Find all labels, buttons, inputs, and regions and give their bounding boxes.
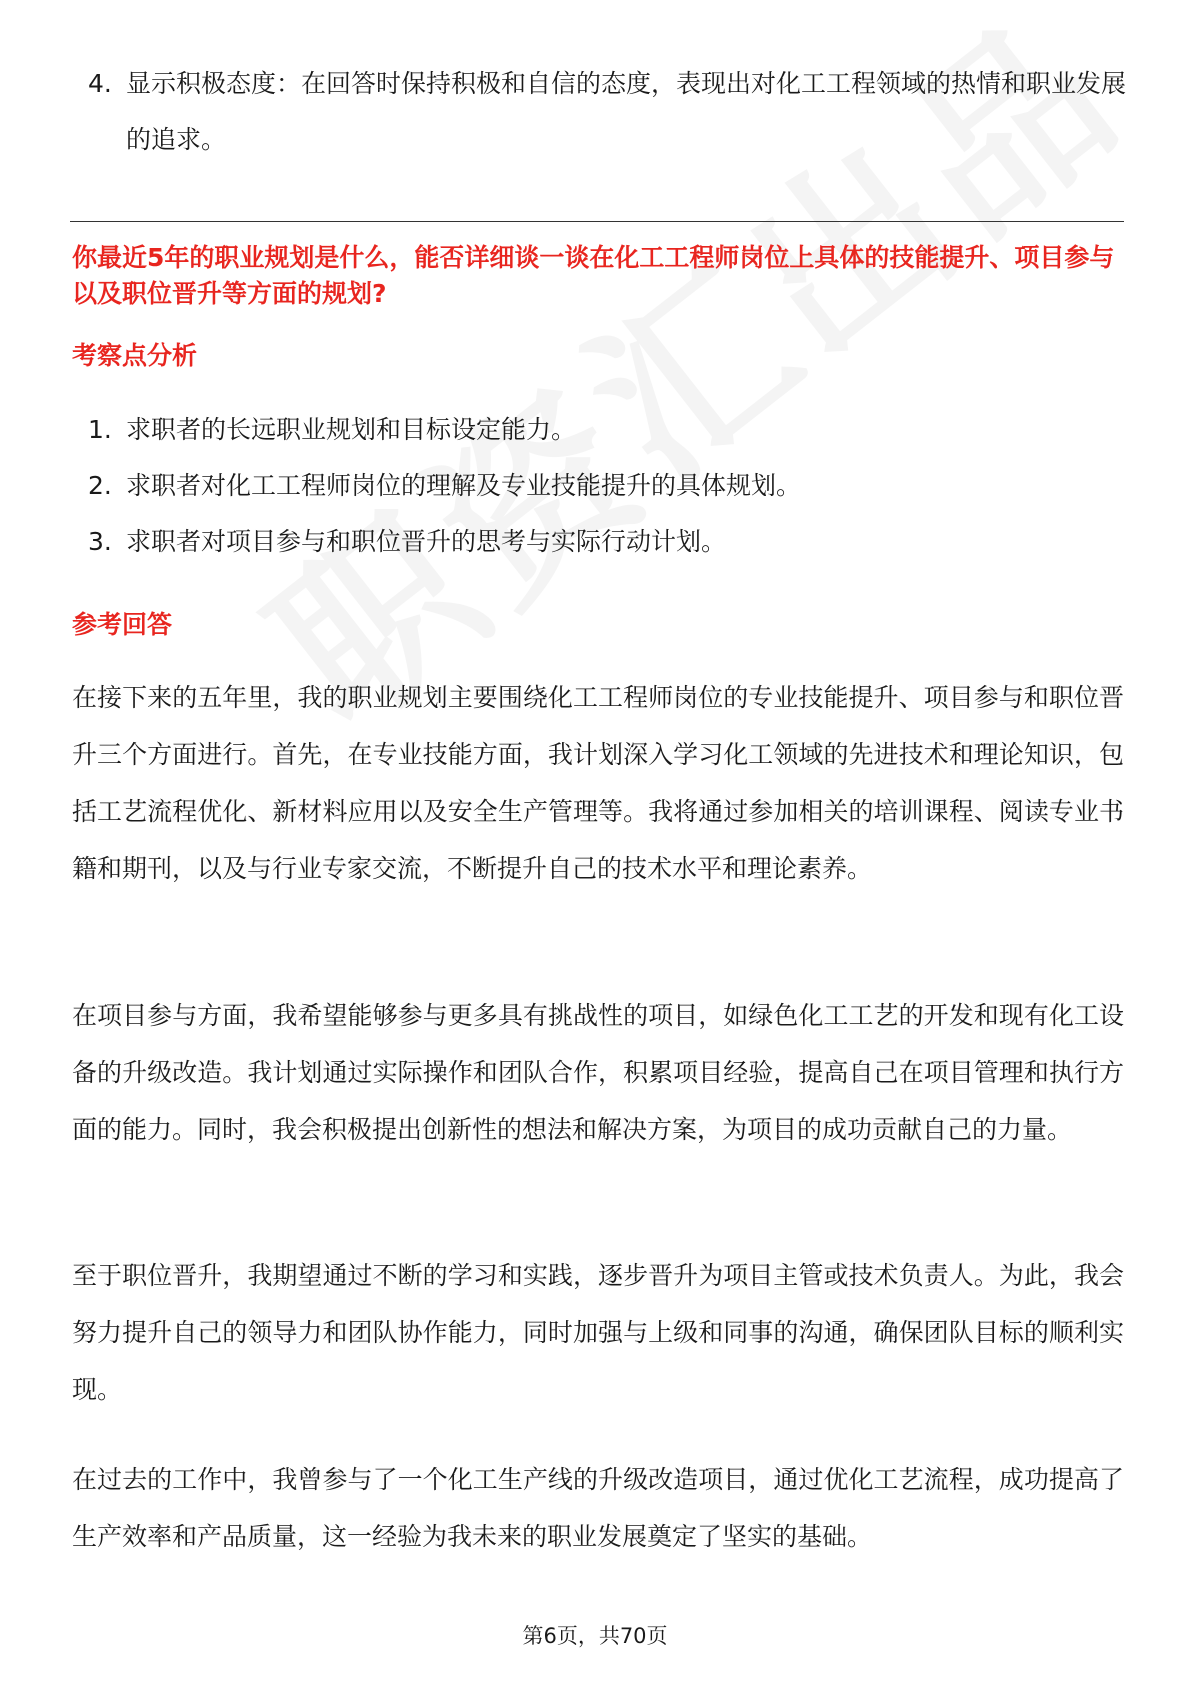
list-item bbox=[88, 514, 1126, 570]
question-heading: 你最近5年的职业规划是什么，能否详细谈一谈在化工工程师岗位上具体的技能提升、项目参与以及职位晋升等方面的规划? bbox=[72, 243, 1115, 308]
list-item bbox=[88, 402, 1126, 458]
list-item bbox=[88, 56, 1126, 168]
list-item bbox=[88, 458, 1126, 514]
analysis-list bbox=[88, 402, 1126, 570]
continued-list bbox=[88, 56, 1126, 168]
answer-paragraph: 在过去的工作中，我曾参与了一个化工生产线的升级改造项目，通过优化工艺流程，成功提高了生产效率和产品质量，这一经验为我未来的职业发展奠定了坚实的基础。 bbox=[72, 1465, 1124, 1551]
page-footer: 第6页，共70页 bbox=[522, 1624, 668, 1648]
list-text: 显示积极态度：在回答时保持积极和自信的态度，表现出对化工工程领域的热情和职业发展的追求。 bbox=[126, 69, 1127, 154]
list-number: 2. bbox=[88, 471, 112, 500]
answer-heading: 参考回答 bbox=[72, 610, 173, 639]
list-number: 1. bbox=[88, 415, 112, 444]
answer-paragraph: 在接下来的五年里，我的职业规划主要围绕化工工程师岗位的专业技能提升、项目参与和职位晋升三个方面进行。首先，在专业技能方面，我计划深入学习化工领域的先进技术和理论知识，包括工艺流程优化、新材料应用以及安全生产管理等。我将通过参加相关的培训课程、阅读专业书籍和期刊，以及与行业专家交流，不断提升自己的技术水平和理论素养。 bbox=[72, 683, 1124, 883]
analysis-heading: 考察点分析 bbox=[72, 341, 198, 370]
list-number: 3. bbox=[88, 527, 112, 556]
list-number: 4. bbox=[88, 69, 112, 98]
list-text: 求职者对项目参与和职位晋升的思考与实际行动计划。 bbox=[126, 527, 727, 556]
answer-paragraph: 至于职位晋升，我期望通过不断的学习和实践，逐步晋升为项目主管或技术负责人。为此，我会努力提升自己的领导力和团队协作能力，同时加强与上级和同事的沟通，确保团队目标的顺利实现。 bbox=[72, 1261, 1124, 1404]
divider bbox=[70, 221, 1124, 222]
list-text: 求职者的长远职业规划和目标设定能力。 bbox=[126, 415, 577, 444]
answer-paragraph: 在项目参与方面，我希望能够参与更多具有挑战性的项目，如绿色化工工艺的开发和现有化工设备的升级改造。我计划通过实际操作和团队合作，积累项目经验，提高自己在项目管理和执行方面的能力。同时，我会积极提出创新性的想法和解决方案，为项目的成功贡献自己的力量。 bbox=[72, 1001, 1124, 1144]
list-text: 求职者对化工工程师岗位的理解及专业技能提升的具体规划。 bbox=[126, 471, 802, 500]
